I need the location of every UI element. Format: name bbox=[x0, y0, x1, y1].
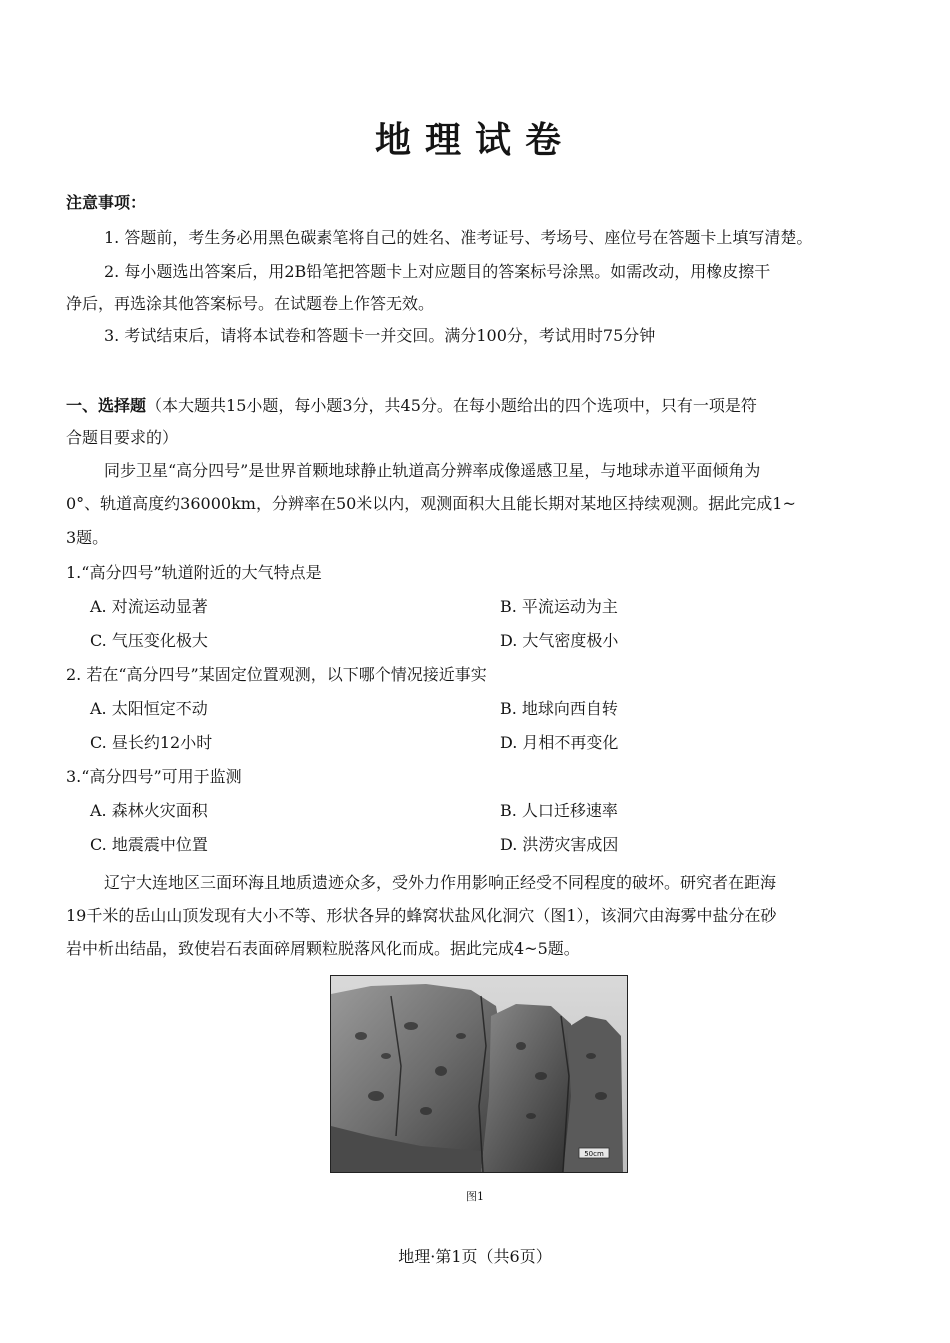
figure-1-rock-photo bbox=[330, 975, 628, 1173]
question-2-option-b: B. 地球向西自转 bbox=[500, 699, 618, 718]
question-1-option-c: C. 气压变化极大 bbox=[90, 631, 208, 650]
question-3-option-a: A. 森林火灾面积 bbox=[90, 801, 208, 820]
question-3-option-c: C. 地震震中位置 bbox=[90, 835, 208, 854]
question-2-option-a: A. 太阳恒定不动 bbox=[90, 699, 208, 718]
section-1-desc: （本大题共15小题，每小题3分，共45分。在每小题给出的四个选项中，只有一项是符 bbox=[146, 396, 757, 415]
passage-2-line-2: 19千米的岳山山顶发现有大小不等、形状各异的蜂窝状盐风化洞穴（图1），该洞穴由海雾中盐分在砂 bbox=[66, 906, 777, 925]
notice-heading: 注意事项： bbox=[66, 193, 147, 212]
rock-honeycomb-photo bbox=[331, 976, 627, 1172]
passage-1-line-3: 3题。 bbox=[66, 528, 109, 547]
page-title: 地理试卷 bbox=[374, 119, 575, 161]
notice-item-1: 1. 答题前，考生务必用黑色碳素笔将自己的姓名、准考证号、考场号、座位号在答题卡上填写清楚。 bbox=[104, 228, 813, 247]
passage-1-line-1: 同步卫星“高分四号”是世界首颗地球静止轨道高分辨率成像遥感卫星，与地球赤道平面倾角为 bbox=[104, 461, 761, 480]
section-1-heading: 一、选择题 bbox=[66, 396, 147, 415]
question-2-option-c: C. 昼长约12小时 bbox=[90, 733, 213, 752]
scale-bar-label: 50cm bbox=[584, 1150, 604, 1158]
page-footer: 地理·第1页（共6页） bbox=[398, 1247, 552, 1266]
passage-2-line-3: 岩中析出结晶，致使岩石表面碎屑颗粒脱落风化而成。据此完成4~5题。 bbox=[66, 939, 580, 958]
question-3-stem: 3.“高分四号”可用于监测 bbox=[66, 767, 242, 786]
question-1-option-b: B. 平流运动为主 bbox=[500, 597, 618, 616]
question-1-stem: 1.“高分四号”轨道附近的大气特点是 bbox=[66, 563, 322, 582]
passage-1-line-2: 0°、轨道高度约36000km，分辨率在50米以内，观测面积大且能长期对某地区持续观测。据此完成1~ bbox=[66, 494, 796, 513]
section-1-header bbox=[66, 396, 757, 416]
section-1-desc-line-2: 合题目要求的） bbox=[66, 428, 179, 447]
passage-2-line-1: 辽宁大连地区三面环海且地质遗迹众多，受外力作用影响正经受不同程度的破坏。研究者在距海 bbox=[104, 873, 777, 892]
figure-1-caption: 图1 bbox=[466, 1190, 484, 1203]
question-3-option-d: D. 洪涝灾害成因 bbox=[500, 835, 619, 854]
question-3-option-b: B. 人口迁移速率 bbox=[500, 801, 618, 820]
question-1-option-d: D. 大气密度极小 bbox=[500, 631, 619, 650]
notice-item-2-line-2: 净后，再选涂其他答案标号。在试题卷上作答无效。 bbox=[66, 294, 435, 313]
question-2-stem: 2. 若在“高分四号”某固定位置观测，以下哪个情况接近事实 bbox=[66, 665, 487, 684]
notice-item-3: 3. 考试结束后，请将本试卷和答题卡一并交回。满分100分，考试用时75分钟 bbox=[104, 326, 656, 345]
notice-item-2-line-1: 2. 每小题选出答案后，用2B铅笔把答题卡上对应题目的答案标号涂黑。如需改动，用橡皮擦干 bbox=[104, 262, 771, 281]
question-1-option-a: A. 对流运动显著 bbox=[90, 597, 208, 616]
question-2-option-d: D. 月相不再变化 bbox=[500, 733, 619, 752]
